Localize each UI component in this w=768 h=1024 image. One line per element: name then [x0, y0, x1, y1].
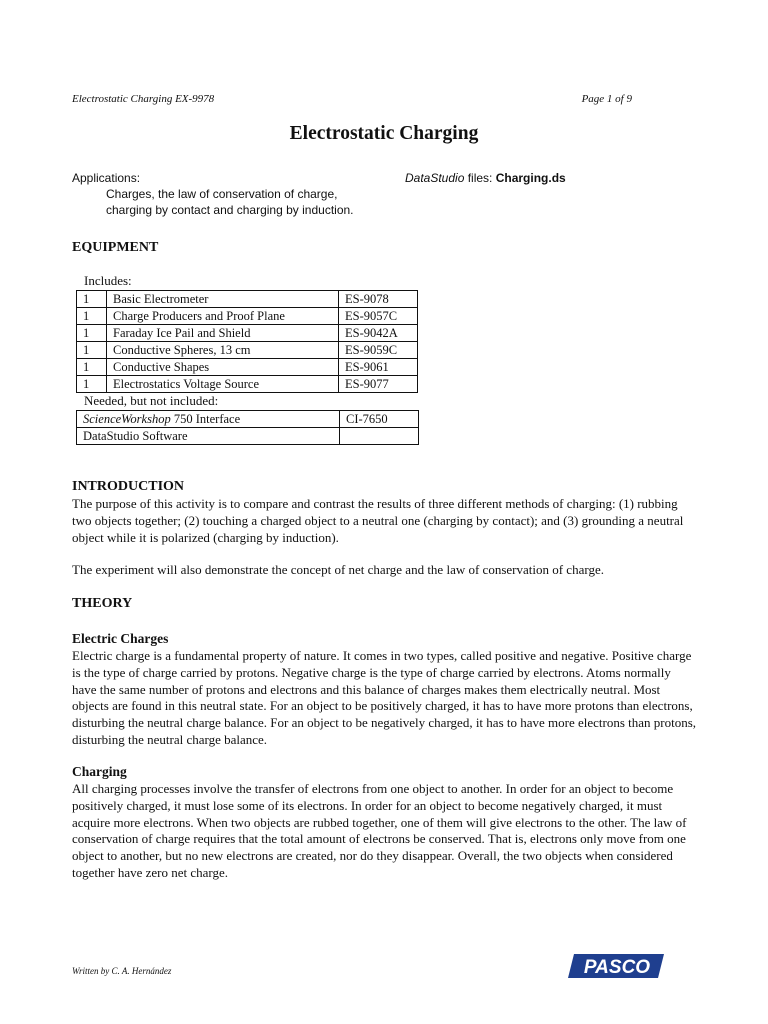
qty-cell: 1: [77, 308, 107, 325]
name-cell: Conductive Spheres, 13 cm: [107, 342, 339, 359]
table-row: [77, 291, 418, 308]
logo-text: PASCO: [583, 957, 651, 978]
table-row: [77, 325, 418, 342]
running-header-title: Electrostatic Charging EX-9978: [72, 93, 215, 105]
needed-label: Needed, but not included:: [84, 393, 219, 408]
charging-paragraph: All charging processes involve the transfer of electrons from one object to another. In order for an object to become positively charged, it must lose some of its electrons. In order for an object to become negatively charged, it must acquire more electrons. When two objects are rubbed together, one of them will give electrons to the other. The law of conservation of charge requires that the total amount of electrons be conserved. That is, electrons only move from one object to another, but no new electrons are created, nor do they disappear. Overall, the two objects when considered together have zero net charge.: [72, 781, 687, 880]
qty-cell: 1: [77, 376, 107, 393]
applications-line-1: Charges, the law of conservation of charge,: [106, 187, 338, 201]
table-row: [77, 411, 419, 428]
name-cell: Basic Electrometer: [107, 291, 339, 308]
code-cell: ES-9078: [339, 291, 418, 308]
qty-cell: 1: [77, 342, 107, 359]
table-row: [77, 359, 418, 376]
name-cell: Faraday Ice Pail and Shield: [107, 325, 339, 342]
name-cell: [77, 428, 340, 445]
qty-cell: 1: [77, 359, 107, 376]
code-cell: [340, 428, 419, 445]
includes-label: Includes:: [84, 273, 132, 288]
page-number: Page 1 of 9: [581, 93, 632, 105]
qty-cell: 1: [77, 291, 107, 308]
equipment-heading: EQUIPMENT: [72, 240, 159, 255]
electric-charges-heading: Electric Charges: [72, 631, 169, 646]
applications-line-2: charging by contact and charging by induction.: [106, 203, 354, 217]
name-cell: Electrostatics Voltage Source: [107, 376, 339, 393]
datastudio-files: [405, 170, 566, 186]
table-row: [77, 308, 418, 325]
name-cell: [77, 411, 340, 428]
introduction-paragraph-1: The purpose of this activity is to compare and contrast the results of three different methods of charging: (1) rubbing two objects together; (2) touching a charged object to a neutral one (charging by contact); and (3) grounding a neutral object while it is polarized (charging by induction).: [72, 496, 684, 545]
document-title: Electrostatic Charging: [289, 123, 479, 144]
name-italic: ScienceWorkshop: [83, 412, 171, 426]
name-rest: 750 Interface: [170, 412, 241, 426]
table-row: [77, 428, 419, 445]
pasco-logo: [568, 952, 664, 980]
name-cell: Charge Producers and Proof Plane: [107, 308, 339, 325]
theory-heading: THEORY: [72, 596, 133, 611]
code-cell: ES-9057C: [339, 308, 418, 325]
name-rest: DataStudio Software: [83, 429, 188, 443]
applications-block: [72, 170, 354, 218]
introduction-heading: INTRODUCTION: [72, 479, 185, 494]
electric-charges-paragraph: Electric charge is a fundamental property of nature. It comes in two types, called positive and negative. Positive charge is the type of charge carried by protons. Negative charge is the type of charge carried by electrons. Atoms normally have the same number of protons and electrons and this balance of charges makes them electrically neutral. Most objects are found in this neutral state. For an object to be positively charged, it has to have more protons than electrons, disturbing the neutral charge balance. For an object to be negatively charged, it has to have more electrons than protons, disturbing the neutral charge balance.: [72, 648, 697, 747]
datastudio-files-label: files:: [464, 171, 496, 185]
table-row: [77, 376, 418, 393]
qty-cell: 1: [77, 325, 107, 342]
charging-heading: Charging: [72, 764, 127, 779]
code-cell: ES-9042A: [339, 325, 418, 342]
author-credit: Written by C. A. Hernández: [72, 966, 172, 976]
datastudio-file: Charging.ds: [495, 171, 566, 185]
name-cell: Conductive Shapes: [107, 359, 339, 376]
code-cell: CI-7650: [340, 411, 419, 428]
datastudio-name: DataStudio: [405, 171, 465, 185]
applications-label: Applications:: [72, 171, 141, 185]
table-row: [77, 342, 418, 359]
introduction-paragraph-2: The experiment will also demonstrate the concept of net charge and the law of conservation of charge.: [72, 562, 604, 577]
code-cell: ES-9077: [339, 376, 418, 393]
code-cell: ES-9059C: [339, 342, 418, 359]
code-cell: ES-9061: [339, 359, 418, 376]
equipment-table: [76, 290, 418, 393]
needed-table: [76, 410, 419, 445]
